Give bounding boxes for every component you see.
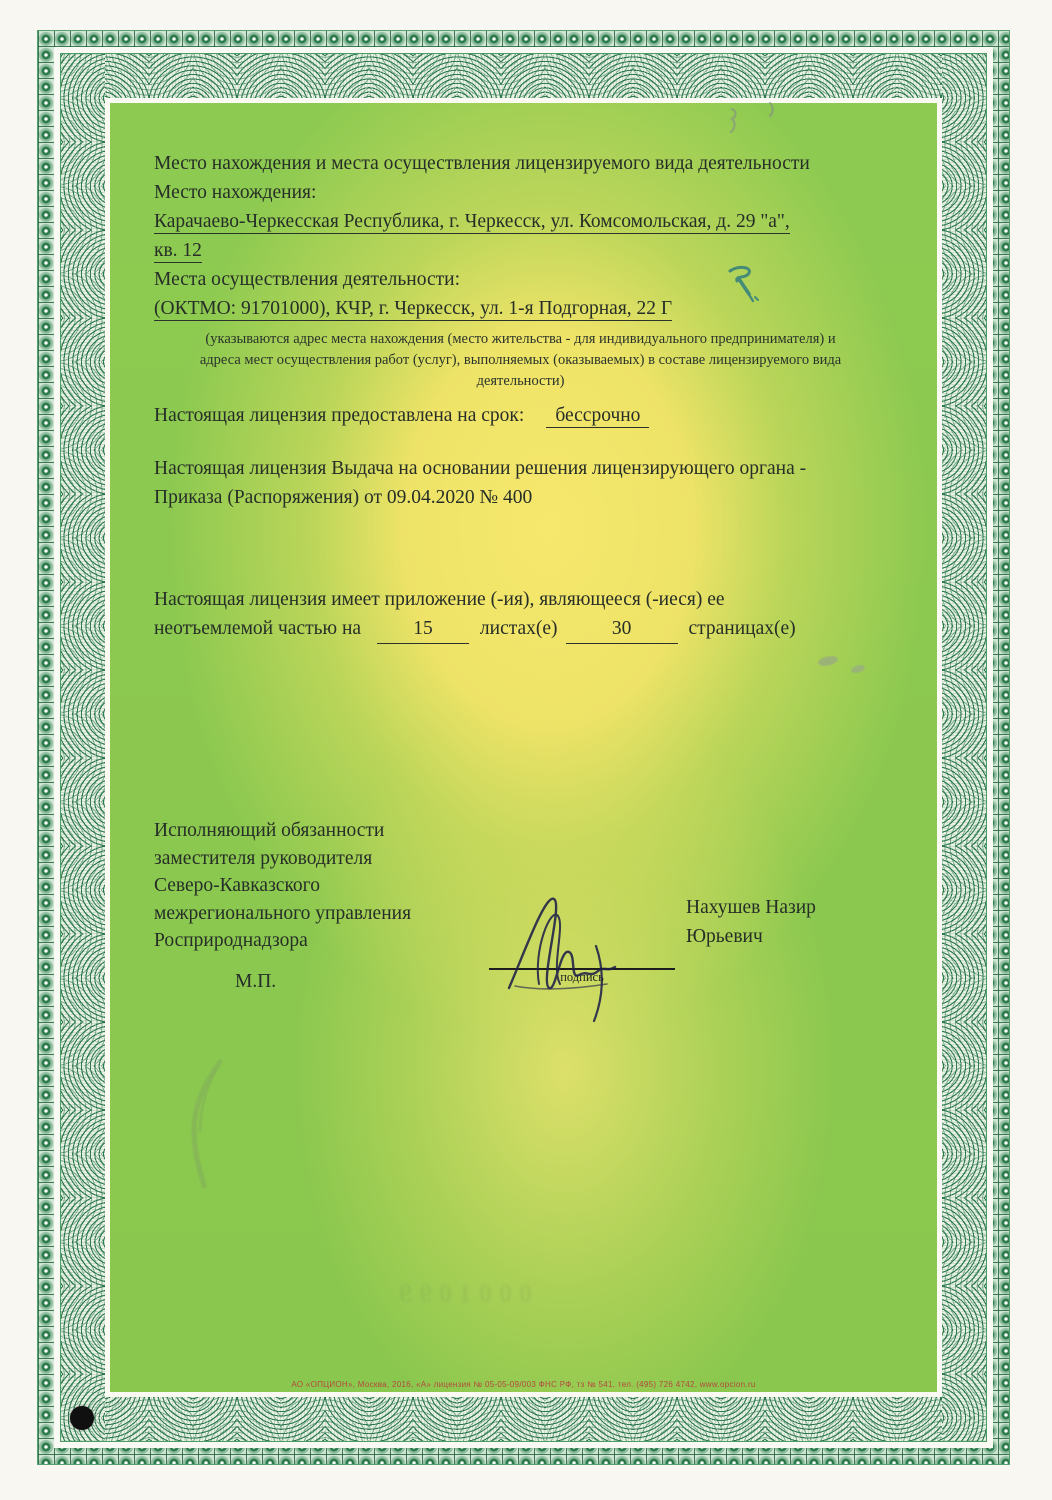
places-value-underlined: (ОКТМО: 91701000), КЧР, г. Черкесск, ул. 1-я Подгорная, 22 Г [154,298,673,319]
sheets-count-blank: 15 [377,614,469,644]
term-line [154,401,887,430]
license-text-block [110,103,937,644]
signer-position-line-5: Росприроднадзора [154,930,308,951]
guilloche-right-strip [942,54,986,1441]
signer-position-line-2: заместителя руководителя [154,847,373,869]
location-address-underlined: Карачаево-Черкесская Республика, г. Черкесск, ул. Комсомольская, д. 29 "а", [154,211,790,232]
border-white-gap [54,47,993,1448]
pages-label: страницах(е) [688,618,796,639]
blue-ink-stain [722,263,774,315]
statutory-note [154,329,887,392]
term-value-underlined: бессрочно [546,405,649,428]
sheets-label: листах(е) [479,618,558,639]
punch-hole [70,1406,94,1430]
gray-smudge-stain [176,1058,232,1193]
ghost-serial-number: 0001099 [392,1279,532,1308]
stamp-place-mark: М.П. [235,971,277,992]
signer-position-line-3: Северо-Кавказского [154,875,320,896]
signer-name-line-1: Нахушев Назир [686,897,816,918]
signer-name-line-2: Юрьевич [686,926,763,947]
places-value-line [154,294,887,323]
guilloche-top-strip [61,54,986,98]
note-line-2: адреса мест осуществления работ (услуг), выполняемых (оказываемых) в составе лицензируемого вида [199,352,842,368]
signer-position-line-4: межрегионального управления [154,902,412,924]
license-page-body [110,103,937,1392]
location-label: Место нахождения: [154,182,317,203]
location-address-line2 [154,236,887,265]
note-line-1: (указываются адрес места нахождения (место жительства - для индивидуального предпринимателя) и [205,331,836,347]
guilloche-left-strip [61,54,105,1441]
printer-imprint-line: АО «ОПЦИОН», Москва, 2016, «А» лицензия № 05-05-09/003 ФНС РФ, тз № 541, тел. (495) 726 4742, www.opcion.ru [291,1380,756,1389]
signer-position-block [154,817,514,955]
signer-name-block [686,893,816,951]
places-label: Места осуществления деятельности: [154,269,460,290]
note-line-3: деятельности) [476,373,565,389]
certificate-sheet [37,30,1010,1465]
guilloche-border-band [60,53,987,1442]
handwritten-signature [495,888,655,1023]
heading-line: Место нахождения и места осуществления лицензируемого вида деятельности [154,153,810,174]
basis-line-1: Настоящая лицензия Выдача на основании решения лицензирующего органа - [154,458,807,479]
pages-count-blank: 30 [566,614,678,644]
signature-caption: подпись [560,970,604,984]
basis-paragraph [154,454,887,512]
rosette-border-band [37,30,1010,1465]
location-address-line1 [154,207,887,236]
guilloche-bottom-strip [61,1397,986,1441]
pencil-smudge-marks [710,97,800,137]
inner-white-frame [105,98,942,1397]
signer-position-line-1: Исполняющий обязанности [154,820,385,841]
attachment-paragraph [154,585,887,644]
gray-dot-marks [810,647,880,682]
attachment-line-1: Настоящая лицензия имеет приложение (-ия), являющееся (-иеся) ее [154,589,725,610]
attachment-line-2 [154,614,887,644]
term-label: Настоящая лицензия предоставлена на срок: [154,405,525,426]
basis-line-2: Приказа (Распоряжения) от 09.04.2020 № 400 [154,487,533,508]
location-apartment-underlined: кв. 12 [154,240,202,261]
signature-section [110,813,937,1143]
attachment-prefix: неотъемлемой частью на [154,618,362,639]
